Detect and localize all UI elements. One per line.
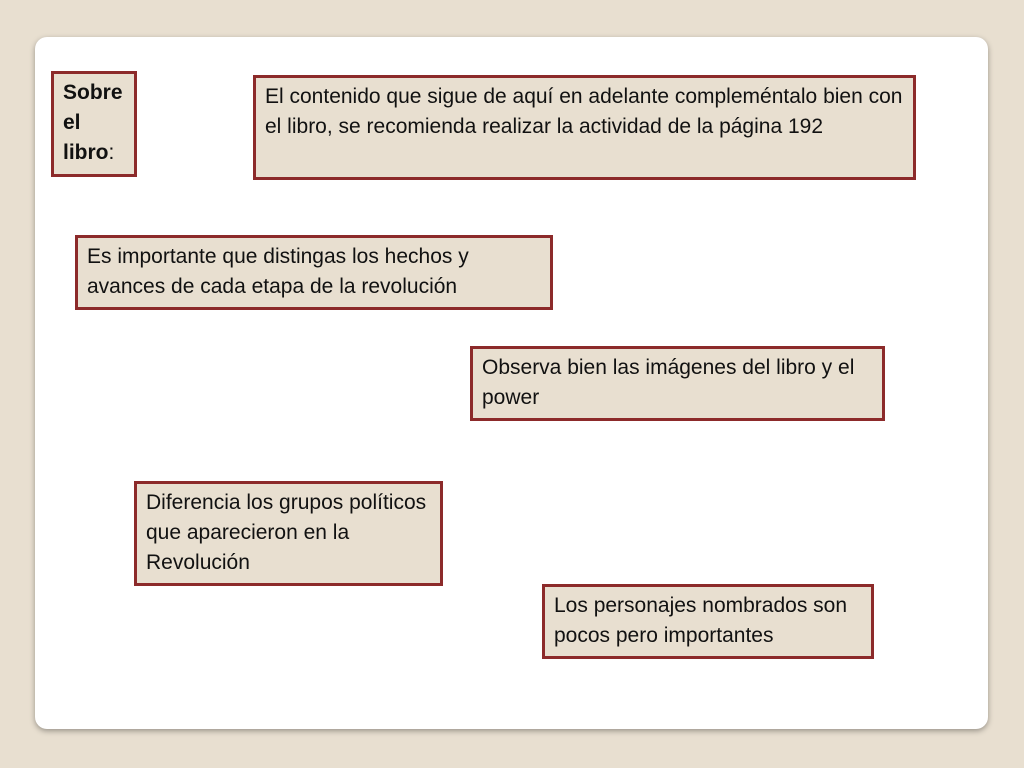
note-box-observe-images: Observa bien las imágenes del libro y el power (470, 346, 885, 421)
note-box-political-groups: Diferencia los grupos políticos que aparecieron en la Revolución (134, 481, 443, 586)
sobre-el-libro-label: Sobre el libro (63, 81, 123, 164)
sobre-el-libro-label-box (51, 71, 137, 177)
note-box-distinguish-stages: Es importante que distingas los hechos y avances de cada etapa de la revolución (75, 235, 553, 310)
note-box-characters: Los personajes nombrados son pocos pero importantes (542, 584, 874, 659)
label-colon: : (108, 141, 115, 164)
note-box-complement-book: El contenido que sigue de aquí en adelante compleméntalo bien con el libro, se recomienda realizar la actividad de la página 192 (253, 75, 916, 180)
